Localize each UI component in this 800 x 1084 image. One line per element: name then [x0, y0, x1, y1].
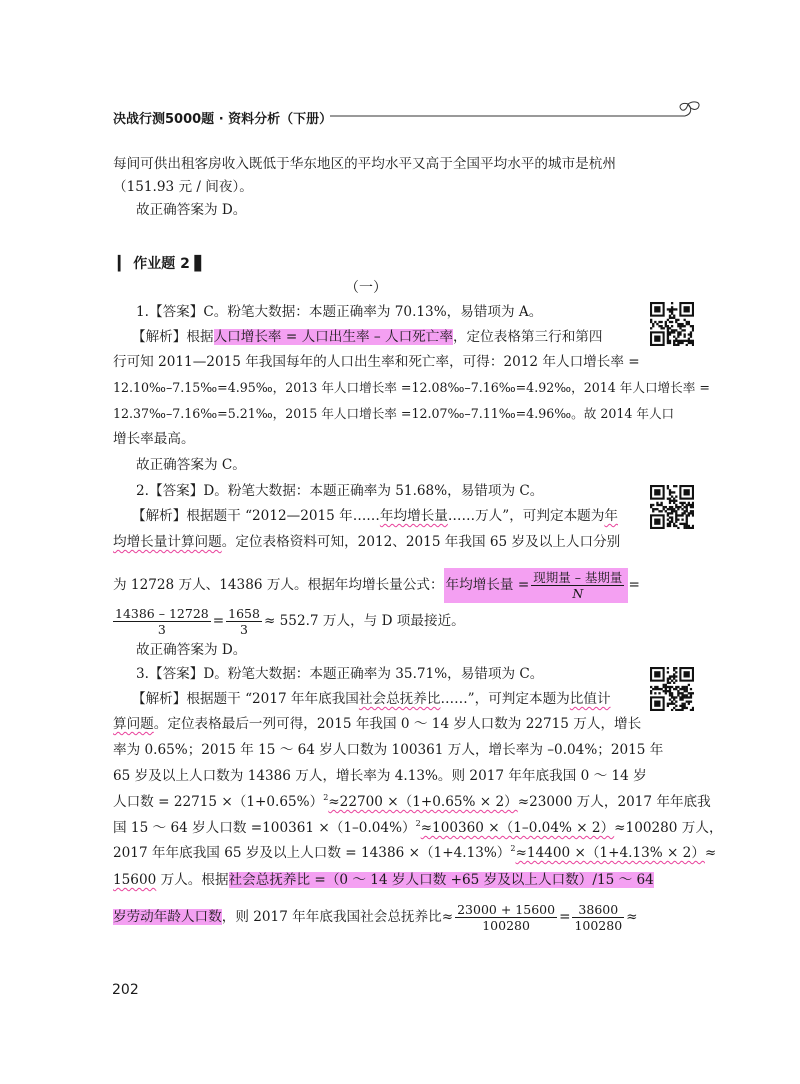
- text: 人口数 = 22715 ×（1+0.65%）: [113, 794, 324, 810]
- text: ≈: [704, 845, 717, 861]
- q2-analysis-line-2: [113, 532, 620, 552]
- intro-line-2: （151.93 元 / 间夜）。: [113, 179, 253, 195]
- fraction: [531, 570, 624, 601]
- numerator: 现期量 – 基期量: [533, 570, 623, 585]
- q2-analysis-line-3: [113, 568, 640, 603]
- wavy-keyword: ≈22700 ×（1+0.65% × 2）: [328, 794, 518, 810]
- formula-label: 年均增长量 =: [445, 577, 530, 593]
- numerator: 14386 – 12728: [115, 606, 209, 621]
- q1-analysis-line-1: [132, 327, 602, 347]
- formula-highlight: [444, 568, 629, 603]
- text: ……”，可判定本题为: [440, 691, 570, 707]
- wavy-keyword: 年: [604, 508, 618, 524]
- wavy-keyword: 15600: [113, 872, 157, 888]
- q2-analysis-line-1: [132, 506, 618, 526]
- q3-analysis-line-5: [113, 792, 711, 812]
- qr-code-q3[interactable]: [650, 667, 694, 711]
- fraction: [455, 902, 557, 933]
- equals-sign: =: [212, 613, 225, 629]
- q1-analysis-line-5: 增长率最高。: [113, 431, 195, 447]
- text: ……万人”，可判定本题为: [447, 508, 605, 524]
- book-title: 决战行测5000题 · 资料分析（下册）: [113, 112, 333, 127]
- q3-analysis-line-8: [113, 870, 654, 890]
- qr-code-q2[interactable]: [650, 485, 694, 529]
- q2-answer: 2.【答案】D。粉笔大数据：本题正确率为 51.68%，易错项为 C。: [136, 483, 544, 499]
- wavy-keyword: ≈100360 ×（1–0.04% × 2）: [420, 820, 615, 836]
- intro-conclusion: 故正确答案为 D。: [136, 202, 247, 218]
- numerator: 38600: [572, 902, 624, 918]
- exponent: 2: [323, 793, 329, 802]
- equals-sign: =: [559, 909, 571, 925]
- q2-conclusion: 故正确答案为 D。: [136, 642, 247, 658]
- numerator: 23000 + 15600: [457, 902, 556, 917]
- qr-code-icon: [650, 485, 694, 529]
- denominator: N: [572, 586, 584, 601]
- text: ，则 2017 年年底我国社会总抚养比≈: [221, 909, 454, 925]
- q3-analysis-line-2: [113, 714, 641, 734]
- text: 国 15 ～ 64 岁人口数 =100361 ×（1–0.04%）: [113, 820, 416, 836]
- analysis-label: 【解析】根据题干 “2017 年年底我国: [132, 691, 359, 707]
- exponent: 2: [415, 819, 421, 828]
- q1-analysis-line-2: 行可知 2011—2015 年我国每年的人口出生率和死亡率，可得：2012 年人口增长率 =: [113, 354, 640, 370]
- part-heading: （一）: [345, 280, 387, 296]
- wavy-keyword: ≈14400 ×（1+4.13% × 2）: [515, 845, 705, 861]
- text: 万人。根据: [156, 872, 229, 888]
- q3-analysis-line-1: [132, 689, 611, 709]
- intro-line-1: 每间可供出租客房收入既低于华东地区的平均水平又高于全国平均水平的城市是杭州: [113, 156, 616, 172]
- equals-sign: =: [628, 577, 640, 593]
- formula-highlight: 岁劳动年龄人口数: [113, 909, 222, 925]
- exponent: 2: [510, 844, 516, 853]
- wavy-keyword: 社会总抚养比: [358, 691, 441, 707]
- q3-answer: 3.【答案】D。粉笔大数据：本题正确率为 35.71%，易错项为 C。: [136, 666, 544, 682]
- text: 为 12728 万人、14386 万人。根据年均增长量公式：: [113, 577, 444, 593]
- section-title: 作业题 2: [133, 256, 190, 272]
- denominator: 100280: [482, 918, 530, 933]
- section-marker: ▎: [118, 256, 129, 272]
- text: ≈23000 万人，2017 年年底我: [517, 794, 711, 810]
- analysis-label: 【解析】根据题干 “2012—2015 年……: [132, 508, 380, 524]
- wavy-keyword: 年均增长量: [379, 508, 448, 524]
- analysis-label: 【解析】根据: [132, 329, 214, 345]
- text: 2017 年年底我国 65 岁及以上人口数 = 14386 ×（1+4.13%）: [113, 845, 511, 861]
- denominator: 3: [157, 622, 166, 637]
- section-end-marker: ▋: [194, 256, 206, 272]
- wavy-keyword: 比值计: [569, 691, 611, 707]
- q1-conclusion: 故正确答案为 C。: [136, 457, 246, 473]
- sprout-icon: [680, 102, 699, 116]
- denominator: 100280: [574, 918, 623, 933]
- qr-code-icon: [650, 667, 694, 711]
- fraction: [572, 902, 624, 933]
- qr-code-icon: [650, 302, 694, 346]
- q3-analysis-line-4: 65 岁及以上人口数为 14386 万人，增长率为 4.13%。则 2017 年年底我国 0 ～ 14 岁: [113, 768, 647, 784]
- q3-analysis-line-9: [113, 902, 638, 933]
- denominator: 3: [240, 622, 248, 637]
- q1-analysis-line-3: 12.10‰–7.15‰=4.95‰，2013 年人口增长率 =12.08‰–7.16‰=4.92‰，2014 年人口增长率 =: [113, 380, 710, 395]
- q3-analysis-line-6: [113, 818, 723, 838]
- running-header: [113, 108, 332, 127]
- q2-analysis-line-4: [113, 606, 465, 637]
- q3-analysis-line-7: [113, 843, 716, 863]
- q1-analysis-line-4: 12.37‰–7.16‰=5.21‰，2015 年人口增长率 =12.07‰–7.11‰=4.96‰。故 2014 年人口: [113, 406, 675, 421]
- section-heading: [118, 253, 205, 273]
- text: ≈ 552.7 万人，与 D 项最接近。: [263, 613, 465, 629]
- fraction: [113, 606, 211, 637]
- fraction: [226, 606, 262, 637]
- text: ≈100280 万人，: [614, 820, 723, 836]
- formula-highlight: 社会总抚养比 =（0 ～ 14 岁人口数 +65 岁及以上人口数）/15 ～ 64: [228, 872, 654, 888]
- text: 。定位表格资料可知，2012、2015 年我国 65 岁及以上人口分别: [221, 534, 621, 550]
- text: ≈: [626, 909, 638, 925]
- numerator: 1658: [228, 606, 260, 621]
- header-rule: [330, 100, 710, 130]
- q3-analysis-line-3: 率为 0.65%；2015 年 15 ～ 64 岁人口数为 100361 万人，增长率为 –0.04%；2015 年: [113, 742, 664, 758]
- q1-answer: 1.【答案】C。粉笔大数据：本题正确率为 70.13%，易错项为 A。: [136, 304, 543, 320]
- wavy-keyword: 均增长量计算问题: [113, 534, 222, 550]
- page-number: 202: [112, 982, 139, 998]
- text: ，定位表格第三行和第四: [452, 329, 603, 345]
- qr-code-q1[interactable]: [650, 302, 694, 346]
- formula-highlight: 人口增长率 = 人口出生率 – 人口死亡率: [213, 329, 453, 345]
- text: 。定位表格最后一列可得，2015 年我国 0 ～ 14 岁人口数为 22715 万人，增长: [153, 716, 642, 732]
- wavy-keyword: 算问题: [113, 716, 154, 732]
